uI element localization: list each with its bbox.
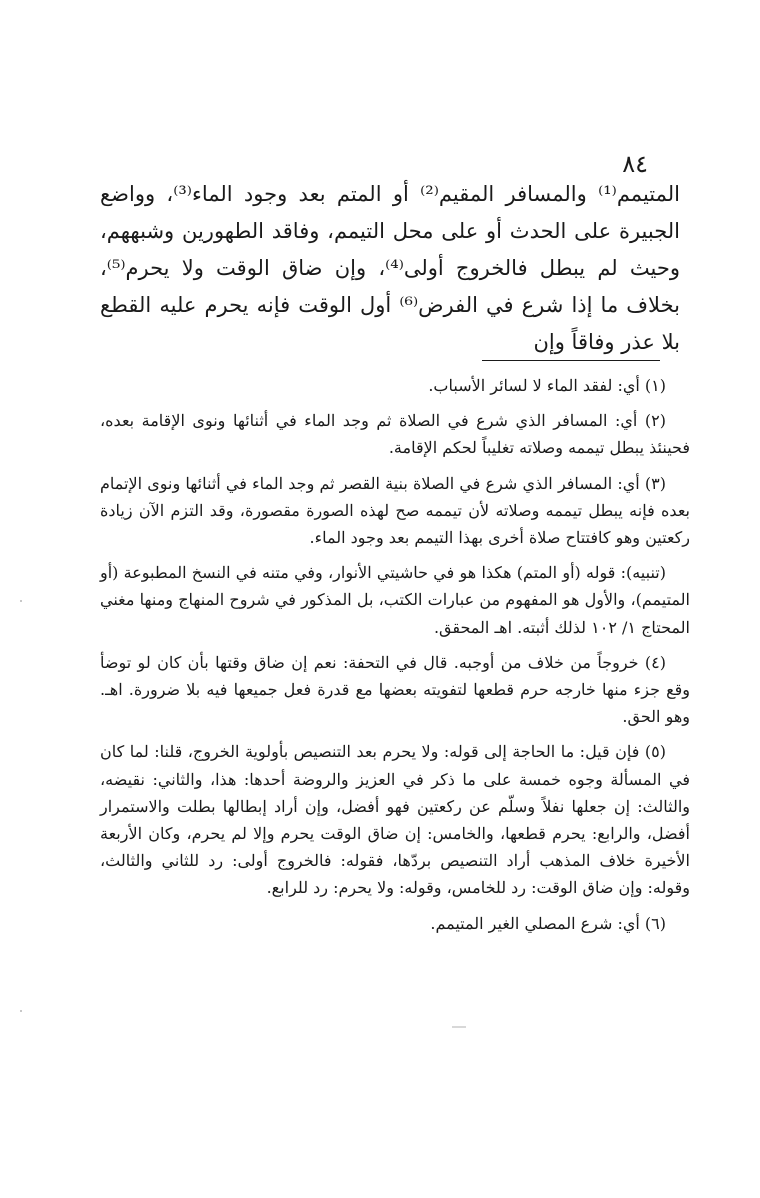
footnote-separator [482,360,660,361]
scan-mark [452,1026,466,1028]
main-paragraph: المتيمم⁽¹⁾ والمسافر المقيم⁽²⁾ أو المتم بعد وجود الماء⁽³⁾، وواضع الجبيرة على الحدث أو على محل التيمم، وفاقد الطهورين وشبههم، وحيث لم يبطل فالخروج أولى⁽⁴⁾، وإن ضاق الوقت ولا يحرم⁽⁵⁾، بخلاف ما إذا شرع في الفرض⁽⁶⁾ أول الوقت فإنه يحرم عليه القطع بلا عذر وفاقاً وإن [100,182,681,354]
footnote-5: (٥) فإن قيل: ما الحاجة إلى قوله: ولا يحرم بعد التنصيص بأولوية الخروج، قلنا: لما كان في المسألة وجوه خمسة على ما ذكر في العزيز والروضة أحدها: هذا، والثاني: نقيضه، والثالث: إن جعلها نفلاً وسلّم عن ركعتين فهو أفضل، وإن أراد إبطالها بطلت والاستمرار أفضل، والرابع: يحرم قطعها، والخامس: إن ضاق الوقت يحرم وإلا لم يحرم، وكان الأربعة الأخيرة خلاف المذهب أراد التنصيص بردّها، فقوله: فالخروج أولى: رد للثاني والثالث، وقوله: وإن ضاق الوقت: رد للخامس، وقوله: ولا يحرم: رد للرابع. [100,742,690,898]
main-text [100,176,680,361]
footnote-3: (٣) أي: المسافر الذي شرع في الصلاة بنية القصر ثم وجد الماء في أثنائها ونوى الإتمام بعده فإنه يبطل تيممه وصلاته لأن تيممه صح لهذه الصورة مقصورة، وقد التزم الآن زيادة ركعتين وهو كافتتاح صلاة أخرى بهذا التيمم بعد وجود الماء. [100,473,690,548]
scan-speck [20,600,22,602]
footnotes [100,372,690,945]
footnote-2: (٢) أي: المسافر الذي شرع في الصلاة ثم وجد الماء في أثنائها ونوى الإقامة بعده، فحينئذ يبطل تيممه وصلاته تغليباً لحكم الإقامة. [100,411,690,458]
scan-speck [20,1010,22,1012]
footnote-4: (٤) خروجاً من خلاف من أوجبه. قال في التحفة: نعم إن ضاق وقتها بأن كان لو توضأ وقع جزء منها خارجه حرم قطعها لتفويته بعضها مع قدرة فعل جميعها فيه بلا ضرورة. اهـ. وهو الحق. [100,652,691,727]
footnote-1: (١) أي: لفقد الماء لا لسائر الأسباب. [428,376,666,395]
footnote-6: (٦) أي: شرع المصلي الغير المتيمم. [430,913,666,933]
footnote-note: (تنبيه): قوله (أو المتم) هكذا هو في حاشيتي الأنوار، وفي متنه في النسخ المطبوعة (أو المتيمم)، والأول هو المفهوم من عبارات الكتب، بل المذكور في شروح المنهاج ومنها مغني المحتاج ١/ ١٠٢ لذلك أثبته. اهـ المحقق. [100,563,690,637]
page-number: ٨٤ [622,150,648,178]
